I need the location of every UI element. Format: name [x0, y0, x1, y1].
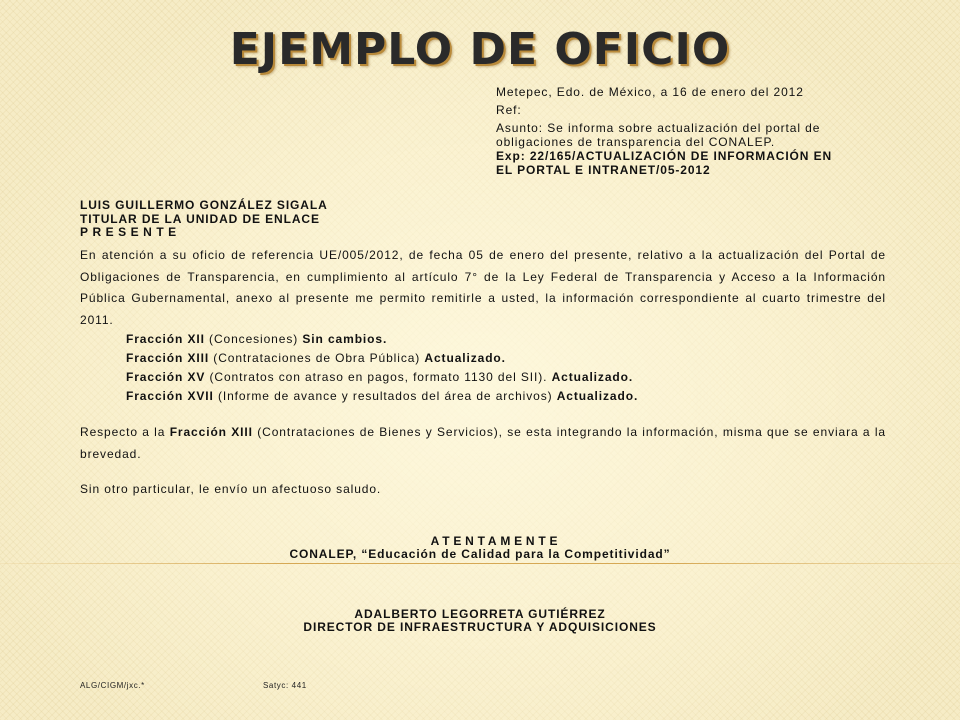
fraction-label: Fracción XVII — [126, 389, 214, 403]
paragraph2-fraction: Fracción XIII — [169, 425, 253, 439]
list-item — [126, 349, 826, 368]
fraction-list — [126, 330, 826, 406]
fraction-status: Actualizado. — [424, 351, 506, 365]
paragraph2-rest: (Contrataciones de Bienes y Servicios), se esta integrando la información, misma que se enviara a la brevedad. — [80, 425, 887, 461]
body-paragraph-3: Sin otro particular, le envío un afectuoso saludo. — [80, 482, 382, 496]
file-number-line-2: EL PORTAL E INTRANET/05-2012 — [496, 163, 711, 177]
list-item — [126, 368, 826, 387]
footer-initials: ALG/CIGM/jxc.* — [80, 681, 145, 690]
signer-title: DIRECTOR DE INFRAESTRUCTURA Y ADQUISICIONES — [303, 620, 657, 634]
addressee-position: TITULAR DE LA UNIDAD DE ENLACE — [80, 211, 320, 226]
fraction-description: (Informe de avance y resultados del área de archivos) — [213, 389, 557, 403]
fraction-description: (Contrataciones de Obra Pública) — [209, 351, 425, 365]
fraction-label: Fracción XII — [126, 332, 205, 346]
subject-line-1: Asunto: Se informa sobre actualización del portal de — [496, 121, 821, 135]
subject-line-2: obligaciones de transparencia del CONALEP. — [496, 135, 776, 149]
fraction-description: (Contratos con atraso en pagos, formato 1130 del SII). — [205, 370, 552, 384]
reference: Ref: — [496, 103, 522, 117]
fraction-label: Fracción XIII — [126, 351, 210, 365]
closing-atentamente: ATENTAMENTE — [430, 534, 562, 548]
fraction-status: Actualizado. — [556, 389, 639, 403]
addressee-name: LUIS GUILLERMO GONZÁLEZ SIGALA — [80, 198, 328, 212]
closing-motto: CONALEP, “Educación de Calidad para la Competitividad” — [289, 547, 671, 561]
paragraph2-lead: Respecto a la — [80, 425, 170, 439]
fraction-label: Fracción XV — [126, 370, 206, 384]
fraction-status: Sin cambios. — [302, 332, 388, 346]
file-number-line-1: Exp: 22/165/ACTUALIZACIÓN DE INFORMACIÓN EN — [496, 149, 833, 163]
addressee-block — [80, 199, 480, 240]
signer-name: ADALBERTO LEGORRETA GUTIÉRREZ — [354, 607, 606, 621]
body-paragraph-1: En atención a su oficio de referencia UE/005/2012, de fecha 05 de enero del presente, relativo a la actualización del Portal de Obligaciones de Transparencia, en cumplimiento al artículo 7° de la Ley Federal de Transparencia y Acceso a la Información Pública Gubernamental, anexo al presente me permito remitirle a usted, la información correspondiente al cuarto trimestre del 2011. — [80, 248, 886, 327]
footer-satyc: Satyc: 441 — [263, 681, 307, 690]
presente-label: PRESENTE — [80, 225, 181, 239]
fraction-status: Actualizado. — [551, 370, 634, 384]
place-date: Metepec, Edo. de México, a 16 de enero del 2012 — [496, 85, 804, 99]
slide-title: EJEMPLO DE OFICIO — [229, 24, 731, 75]
divider — [0, 563, 960, 564]
body-paragraph-2 — [80, 422, 886, 465]
fraction-description: (Concesiones) — [204, 332, 303, 346]
letter-header — [496, 85, 896, 177]
list-item — [126, 387, 826, 406]
list-item — [126, 330, 826, 349]
